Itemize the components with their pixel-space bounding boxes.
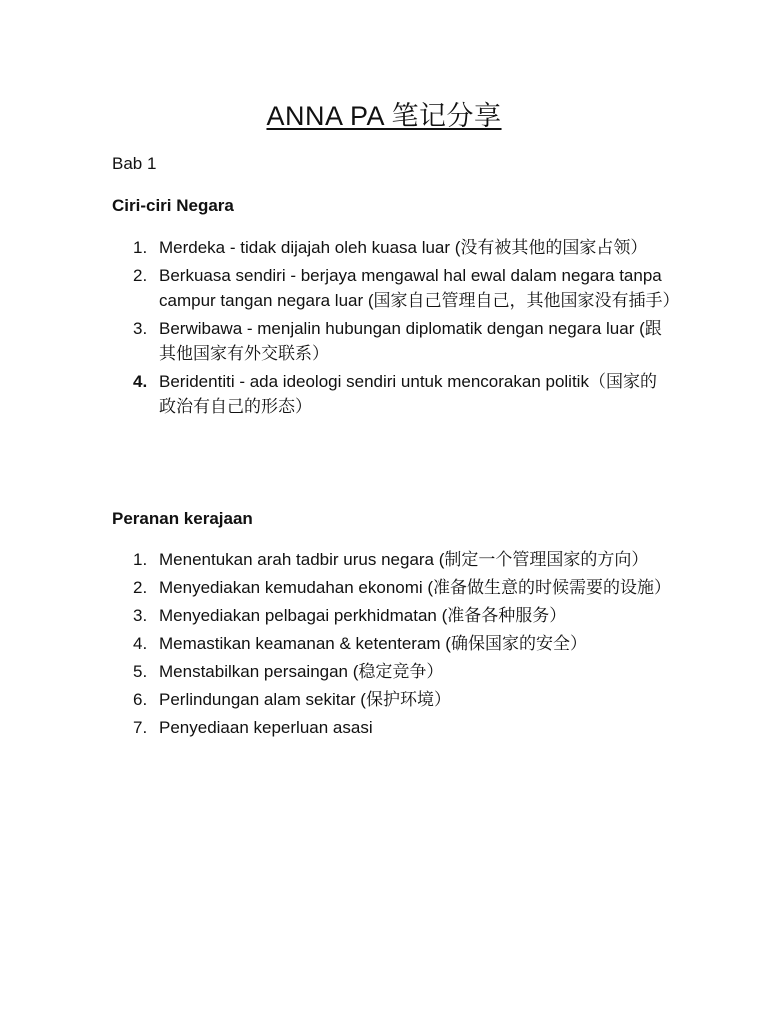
list-item-text: Merdeka - tidak dijajah oleh kuasa luar (没有被其他的国家占领） [159,238,648,257]
list-item-text: Menstabilkan persaingan (稳定竞争） [159,662,444,681]
list-item [112,715,672,740]
list-item [112,631,672,656]
list-item-number: 4. [133,634,148,653]
ciri-ciri-negara-list [112,235,680,422]
list-item-text: Menyediakan kemudahan ekonomi (准备做生意的时候需要的设施） [159,578,672,597]
list-item-text: Berkuasa sendiri - berjaya mengawal hal ewal dalam negara tanpa campur tangan negara luar (国家自己管理自己，其他国家没有插手） [159,266,680,310]
list-item-number: 3. [133,606,148,625]
list-item-number: 7. [133,718,148,737]
list-item [112,263,680,313]
peranan-kerajaan-list [112,547,672,743]
list-item-text: Berwibawa - menjalin hubungan diplomatik dengan negara luar (跟其他国家有外交联系） [159,319,662,363]
list-item-number: 2. [133,578,148,597]
section-heading-ciri-ciri-negara: Ciri-ciri Negara [112,196,234,215]
list-item [112,575,672,600]
list-item [112,659,672,684]
list-item-number: 2. [133,266,148,285]
list-item-text: Menyediakan pelbagai perkhidmatan (准备各种服务） [159,606,567,625]
list-item [112,547,672,572]
list-item-number: 1. [133,238,148,257]
list-item [112,603,672,628]
list-item-text: Perlindungan alam sekitar (保护环境） [159,690,451,709]
list-item-text: Penyediaan keperluan asasi [159,718,373,737]
list-item [112,687,672,712]
list-item-number: 3. [133,319,148,338]
list-item-text: Memastikan keamanan & ketenteram (确保国家的安全） [159,634,587,653]
list-item [112,316,672,366]
list-item-number: 6. [133,690,148,709]
document-title: ANNA PA 笔记分享 [266,101,502,131]
list-item-number: 1. [133,550,148,569]
list-item-number: 4. [133,372,148,391]
section-heading-peranan-kerajaan: Peranan kerajaan [112,509,253,528]
chapter-label: Bab 1 [112,154,157,173]
list-item-text: Menentukan arah tadbir urus negara (制定一个管理国家的方向） [159,550,649,569]
list-item [112,235,672,260]
list-item-number: 5. [133,662,148,681]
list-item [112,369,672,419]
list-item-text: Beridentiti - ada ideologi sendiri untuk mencorakan politik（国家的政治有自己的形态） [159,372,657,416]
